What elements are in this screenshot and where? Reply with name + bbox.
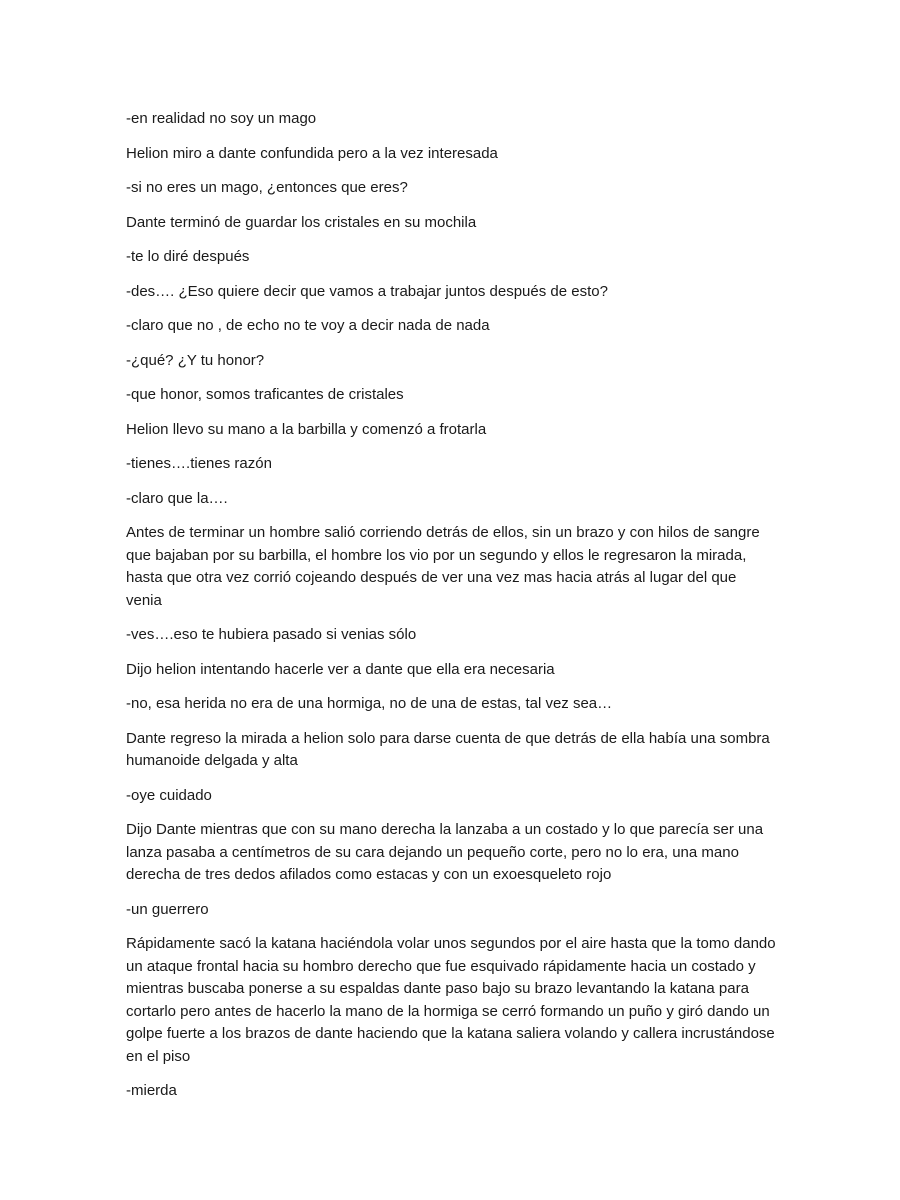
paragraph: -ves….eso te hubiera pasado si venias sólo xyxy=(126,626,417,643)
paragraph: -claro que no , de echo no te voy a decir nada de nada xyxy=(126,317,490,334)
paragraph: -des…. ¿Eso quiere decir que vamos a trabajar juntos después de esto? xyxy=(126,282,608,300)
paragraph: -¿qué? ¿Y tu honor? xyxy=(126,351,265,369)
paragraph: Rápidamente sacó la katana haciéndola volar unos segundos por el aire hasta que la tomo dando un ataque frontal hacia su hombro derecho que fue esquivado rápidamente hacia un costado y mientras buscaba ponerse a su espaldas dante paso bajo su brazo levantando la katana para cortarlo pero antes de hacerlo la mano de la hormiga se cerró formando un puño y giró dando un golpe fuerte a los brazos de dante haciendo que la katana saliera volando y callera incrustándose en el piso xyxy=(126,935,776,1065)
paragraph: Antes de terminar un hombre salió corriendo detrás de ellos, sin un brazo y con hilos de sangre que bajaban por su barbilla, el hombre los vio por un segundo y ellos le regresaron la mirada, hasta que otra vez corrió cojeando después de ver una vez mas hacia atrás al lugar del que venia xyxy=(126,524,760,609)
story-text xyxy=(126,108,776,1115)
paragraph: -si no eres un mago, ¿entonces que eres? xyxy=(126,179,408,196)
paragraph: -mierda xyxy=(126,1082,177,1099)
paragraph: -un guerrero xyxy=(126,900,209,918)
paragraph: -te lo diré después xyxy=(126,248,250,265)
paragraph: -no, esa herida no era de una hormiga, no de una de estas, tal vez sea… xyxy=(126,695,613,712)
paragraph: Dante terminó de guardar los cristales en su mochila xyxy=(126,213,477,231)
paragraph: Helion miro a dante confundida pero a la vez interesada xyxy=(126,144,498,162)
paragraph: Dijo Dante mientras que con su mano derecha la lanzaba a un costado y lo que parecía ser una lanza pasaba a centímetros de su cara dejando un pequeño corte, pero no lo era, una mano derecha de tres dedos afilados como estacas y con un exoesqueleto rojo xyxy=(126,821,764,883)
paragraph: -que honor, somos traficantes de cristales xyxy=(126,386,404,403)
paragraph: -tienes….tienes razón xyxy=(126,455,272,472)
paragraph: -oye cuidado xyxy=(126,786,212,804)
paragraph: -claro que la…. xyxy=(126,489,228,507)
paragraph: Dijo helion intentando hacerle ver a dante que ella era necesaria xyxy=(126,660,555,678)
paragraph: Helion llevo su mano a la barbilla y comenzó a frotarla xyxy=(126,420,487,438)
paragraph: -en realidad no soy un mago xyxy=(126,110,317,127)
paragraph: Dante regreso la mirada a helion solo para darse cuenta de que detrás de ella había una sombra humanoide delgada y alta xyxy=(126,729,770,769)
